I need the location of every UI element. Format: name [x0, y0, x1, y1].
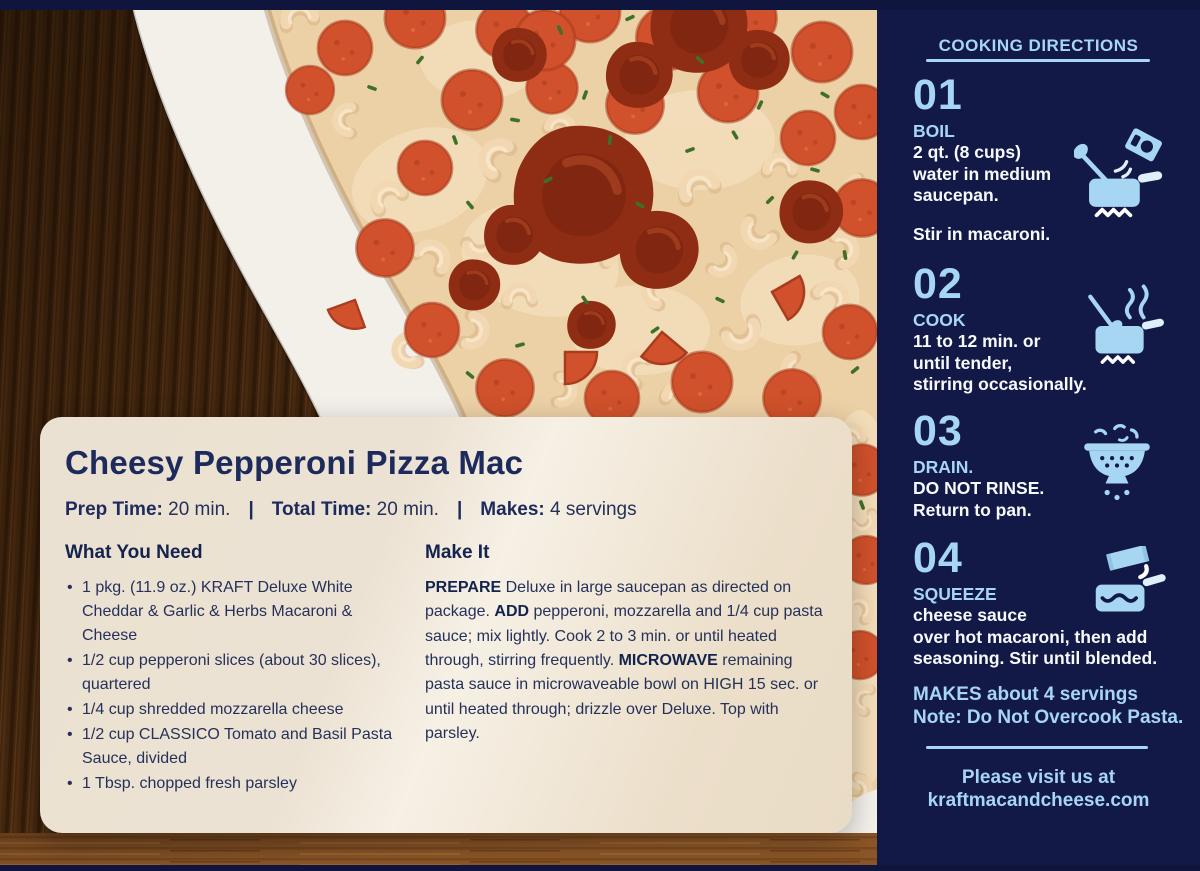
step-action: DRAIN. — [913, 457, 974, 477]
step-04-squeeze — [913, 534, 1190, 670]
makes-text: about 4 servings — [981, 684, 1138, 705]
overcook-note: Note: Do Not Overcook Pasta. — [913, 707, 1184, 729]
total-time — [272, 499, 439, 520]
what-you-need-heading: What You Need — [65, 542, 203, 563]
ingredient-item: • 1/2 cup pepperoni slices (about 30 slices), quartered — [65, 649, 397, 697]
total-time-label: Total Time: — [271, 499, 372, 520]
makes-servings — [480, 499, 636, 520]
step-action: SQUEEZE — [913, 584, 997, 604]
recipe-card — [40, 417, 852, 833]
instruction-keyword: MICROWAVE — [618, 651, 718, 669]
step-03-drain — [913, 407, 1190, 521]
step-text-line: cheese sauce — [913, 605, 1027, 625]
website-url: kraftmacandcheese.com — [927, 790, 1150, 812]
colander-icon — [1076, 418, 1158, 508]
instruction-keyword: ADD — [494, 603, 530, 621]
make-it-section — [425, 542, 828, 797]
prep-time-label: Prep Time: — [65, 499, 163, 520]
ingredient-item: • 1/2 cup CLASSICO Tomato and Basil Pasta Sauce, divided — [65, 723, 397, 771]
sauce-pouch-icon — [1084, 546, 1168, 630]
instruction-text: remaining pasta sauce in microwaveable bowl on HIGH 15 sec. or until heated through; drizzle over Deluxe. Top with parsley. — [425, 651, 819, 742]
ingredient-list — [65, 576, 397, 796]
step-text-line: saucepan. — [913, 185, 999, 206]
step-text-line: until tender, — [913, 352, 1013, 373]
package-top-edge — [0, 0, 1200, 10]
cooking-directions-heading: COOKING DIRECTIONS — [938, 36, 1139, 55]
makes-label: Makes: — [480, 499, 545, 520]
step-02-cook — [913, 260, 1190, 396]
saucepan-pour-icon — [1074, 124, 1168, 222]
what-you-need-section — [65, 542, 397, 797]
meta-separator: | — [248, 499, 254, 520]
prep-time — [65, 499, 230, 520]
website-note — [877, 766, 1200, 812]
step-01-boil — [913, 71, 1190, 246]
package-bottom-edge — [0, 865, 1200, 871]
step-text-line: 2 qt. (8 cups) — [913, 142, 1021, 162]
step-action: COOK — [913, 310, 966, 330]
make-it-instructions — [425, 576, 828, 746]
step-number: 01 — [913, 71, 963, 119]
step-text-line: seasoning. Stir until blended. — [913, 648, 1158, 669]
makes-line — [913, 683, 1183, 706]
step-number: 04 — [913, 534, 963, 582]
step-text-line: Return to pan. — [913, 499, 1032, 520]
makes-label: MAKES — [913, 684, 982, 705]
recipe-meta — [65, 499, 852, 521]
step-text-line: stirring occasionally. — [913, 374, 1087, 395]
ingredient-item: • 1 Tbsp. chopped fresh parsley — [65, 772, 397, 796]
instruction-keyword: PREPARE — [425, 579, 502, 596]
ingredient-item: • 1/4 cup shredded mozzarella cheese — [65, 698, 397, 722]
total-time-value: 20 min. — [376, 499, 439, 520]
footer-divider — [926, 746, 1148, 749]
makes-note — [913, 683, 1183, 729]
instruction-text: pepperoni, mozzarella and 1/4 cup pasta sauce; mix lightly. Cook 2 to 3 min. or until heated through, stirring frequently. — [425, 603, 823, 669]
step-number: 03 — [913, 407, 963, 455]
step-text-line: water in medium — [913, 163, 1052, 184]
prep-time-value: 20 min. — [168, 499, 231, 520]
make-it-heading: Make It — [425, 542, 490, 563]
meta-separator: | — [456, 499, 463, 520]
instruction-text: Deluxe in large saucepan as directed on package. — [425, 579, 792, 621]
cooking-directions-panel — [877, 0, 1200, 871]
step-text-line: over hot macaroni, then add — [913, 626, 1148, 647]
saucepan-steam-icon — [1074, 283, 1172, 369]
ingredient-item: • 1 pkg. (11.9 oz.) KRAFT Deluxe White Cheddar & Garlic & Herbs Macaroni & Cheese — [65, 576, 397, 648]
step-text-line: Stir in macaroni. — [913, 224, 1051, 245]
step-text-line: 11 to 12 min. or — [913, 331, 1041, 351]
step-action: BOIL — [913, 121, 955, 141]
heading-underline — [926, 59, 1150, 62]
visit-text: Please visit us at — [961, 767, 1116, 788]
makes-value: 4 servings — [550, 499, 637, 520]
step-text-line: DO NOT RINSE. — [913, 478, 1045, 498]
recipe-title: Cheesy Pepperoni Pizza Mac — [65, 444, 524, 481]
step-number: 02 — [913, 260, 963, 308]
